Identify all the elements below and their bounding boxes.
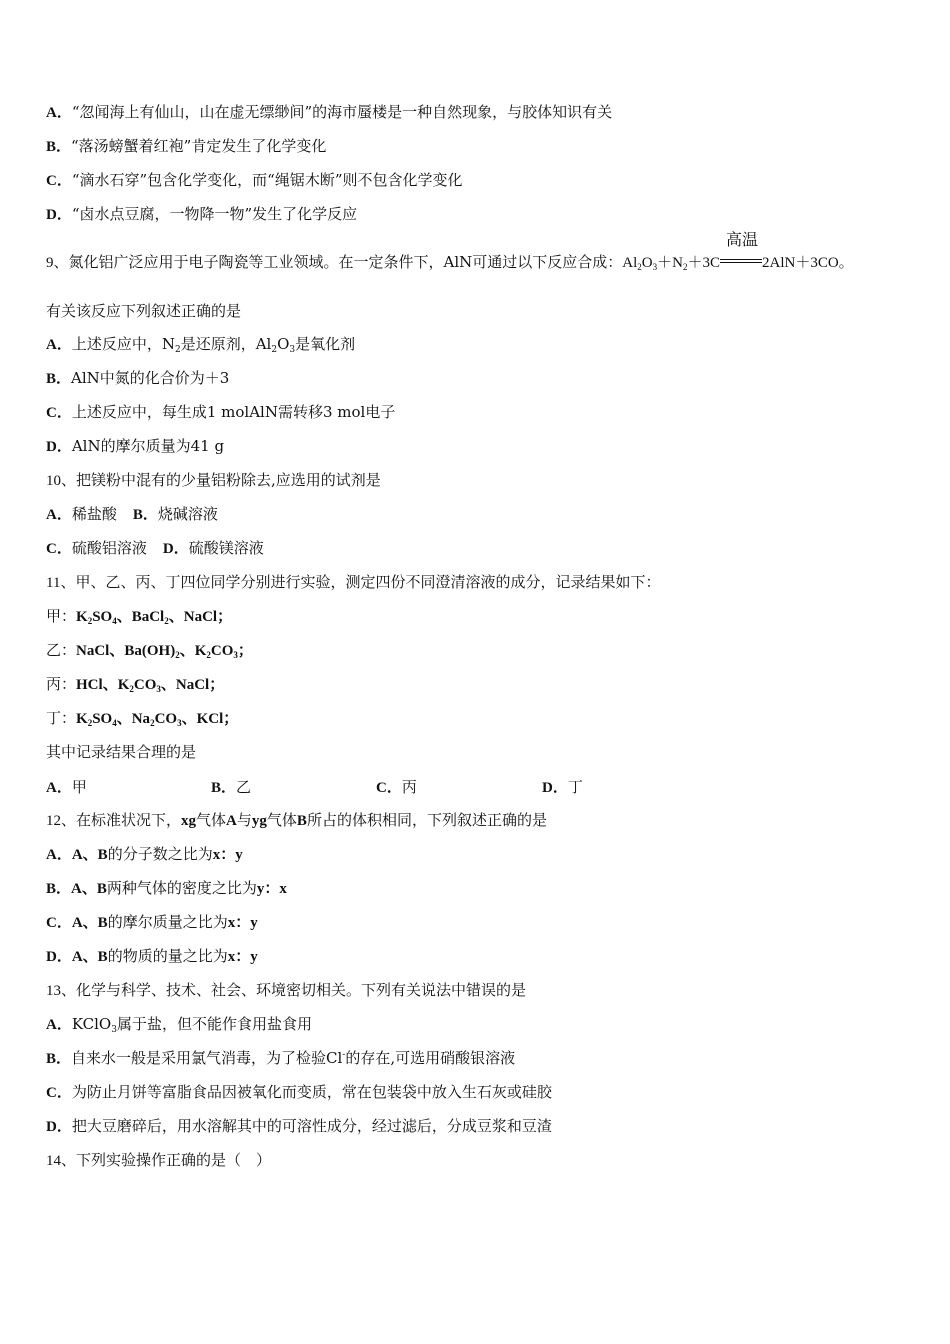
option-label: D． — [542, 780, 568, 796]
q8-option-a — [46, 102, 612, 123]
equals-line — [720, 259, 762, 260]
option-label: B． — [132, 507, 158, 523]
option-label: D． — [46, 1119, 72, 1135]
option-label: B． — [46, 1051, 72, 1067]
q11-stem — [46, 572, 660, 593]
eq-part: ＋N — [657, 255, 683, 271]
option-text: “忽闻海上有仙山，山在虚无缥缈间”的海市蜃楼是一种自然现象，与胶体知识有关 — [71, 103, 613, 121]
option-text: “滴水石穿”包含化学变化，而“绳锯木断”则不包含化学变化 — [71, 171, 463, 189]
option-label: C． — [376, 780, 402, 796]
option-label: D． — [46, 207, 72, 223]
q11-record-jia — [46, 606, 232, 627]
option-label: D． — [162, 541, 189, 557]
question-number: 12、 — [46, 813, 77, 829]
option-label: C． — [46, 173, 72, 189]
question-number: 11、 — [46, 575, 76, 591]
option-text: “卤水点豆腐，一物降一物”发生了化学反应 — [71, 205, 358, 223]
option-text: 把大豆磨碎后，用水溶解其中的可溶性成分，经过滤后，分成豆浆和豆渣 — [71, 1117, 552, 1135]
option-text: 硫酸镁溶液 — [188, 539, 264, 557]
option-text: 烧碱溶液 — [157, 505, 218, 523]
q9-stem — [46, 232, 854, 273]
option-ratio: y：x — [256, 881, 287, 897]
option-text: 甲 — [71, 778, 87, 796]
option-label: A． — [46, 847, 72, 863]
option-label: A． — [46, 780, 72, 796]
option-label: B． — [46, 139, 72, 155]
option-sub: 3 — [111, 1025, 117, 1035]
q12-option-b — [46, 878, 287, 899]
option-text: “落汤螃蟹着红袍”肯定发生了化学变化 — [71, 137, 327, 155]
eq-part: Al — [622, 255, 638, 271]
question-number: 14、 — [46, 1153, 77, 1169]
option-var: A、B — [71, 915, 108, 931]
q11-option-d — [542, 776, 583, 797]
q9-option-d — [46, 436, 224, 457]
q8-option-c — [46, 170, 463, 191]
option-sup: - — [342, 1050, 346, 1060]
option-text: 自来水一般是采用氯气消毒，为了检验Cl — [71, 1049, 343, 1067]
option-text: 的分子数之比为 — [107, 845, 213, 863]
option-text: 乙 — [236, 778, 252, 796]
eq-sub: 2 — [637, 262, 642, 272]
record-formulas: NaCl、$Ba(OH)_2$、$K_2CO_3$； — [76, 643, 253, 660]
question-text: 氮化铝广泛应用于电子陶瓷等工业领域。在一定条件下，AlN可通过以下反应合成： — [68, 253, 623, 271]
record-label: 乙： — [46, 641, 77, 659]
reaction-condition: 高温 — [725, 232, 758, 249]
reaction-condition-arrow — [720, 232, 762, 273]
q9-option-b — [46, 368, 229, 389]
q10-stem — [46, 470, 381, 491]
option-text: 为防止月饼等富脂食品因被氧化而变质，常在包装袋中放入生石灰或硅胶 — [71, 1083, 552, 1101]
q11-option-c — [376, 776, 417, 797]
option-var: A、B — [71, 847, 108, 863]
question-number: 9、 — [46, 255, 69, 271]
option-text: AlN中氮的化合价为＋3 — [71, 369, 230, 387]
q12-option-a — [46, 844, 243, 865]
option-var: A、B — [71, 881, 107, 897]
variable: B — [296, 813, 307, 829]
eq-part: O — [641, 255, 653, 271]
option-ratio: x：y — [212, 847, 243, 863]
record-formulas: $K_2SO_4$、BaCl$_2$、NaCl； — [76, 609, 233, 626]
record-formulas: HCl、$K_2CO_3$、NaCl； — [76, 677, 225, 694]
option-label: B． — [46, 371, 72, 387]
option-label: C． — [46, 541, 72, 557]
q12-option-c — [46, 912, 258, 933]
option-text: 丁 — [567, 778, 583, 796]
option-label: C． — [46, 915, 72, 931]
q13-option-b — [46, 1048, 515, 1069]
variable: A — [226, 813, 237, 829]
option-label: D． — [46, 949, 72, 965]
q8-option-b — [46, 136, 326, 157]
option-label: C． — [46, 1085, 72, 1101]
option-label: A． — [46, 105, 72, 121]
option-text: AlN的摩尔质量为41 g — [71, 437, 225, 455]
q11-prompt — [46, 742, 196, 762]
q10-options-row-2 — [46, 538, 264, 559]
q9-option-a — [46, 334, 355, 355]
q12-stem — [46, 810, 547, 831]
question-text: 气体 — [266, 811, 297, 829]
option-text: O — [277, 335, 290, 353]
q8-option-d — [46, 204, 357, 225]
option-sub: 2 — [271, 345, 278, 355]
chemical-equation — [622, 232, 854, 272]
equals-line — [720, 262, 762, 263]
q14-stem — [46, 1150, 271, 1171]
option-ratio: x：y — [227, 949, 258, 965]
record-label: 丁： — [46, 709, 77, 727]
q13-option-d — [46, 1116, 552, 1137]
record-label: 甲： — [46, 607, 77, 625]
option-label: B． — [211, 780, 237, 796]
option-var: A、B — [71, 949, 108, 965]
option-text: 的摩尔质量之比为 — [107, 913, 228, 931]
option-text: 上述反应中，N — [71, 335, 175, 353]
option-text: 是氧化剂 — [295, 335, 356, 353]
option-text: 的存在,可选用硝酸银溶液 — [345, 1049, 516, 1067]
eq-part: ＋3C — [687, 255, 720, 271]
eq-sub: 3 — [652, 262, 658, 272]
option-sub: 2 — [174, 345, 181, 355]
q10-options-row-1 — [46, 504, 218, 525]
option-text: 属于盐，但不能作食用盐食用 — [116, 1015, 312, 1033]
option-label: C． — [46, 405, 72, 421]
option-label: A． — [46, 507, 72, 523]
option-text: KClO — [71, 1015, 112, 1033]
option-text: 的物质的量之比为 — [107, 947, 228, 965]
q9-option-c — [46, 402, 395, 423]
question-text: 把镁粉中混有的少量铝粉除去,应选用的试剂是 — [76, 471, 381, 489]
option-sub: 3 — [289, 345, 296, 355]
q11-option-b — [211, 776, 251, 797]
option-label: B． — [46, 881, 72, 897]
option-ratio: x：y — [227, 915, 258, 931]
question-text: 气体 — [196, 811, 227, 829]
option-label: D． — [46, 439, 72, 455]
option-label: A． — [46, 1017, 72, 1033]
question-text: 下列实验操作正确的是（ ） — [76, 1151, 272, 1169]
record-formulas: $K_2SO_4$、$Na_2CO_3$、KCl； — [76, 711, 239, 728]
variable: xg — [181, 813, 197, 829]
eq-part: 2AlN＋3CO。 — [761, 255, 854, 271]
question-prompt: 其中记录结果合理的是 — [46, 743, 197, 761]
option-label: A． — [46, 337, 72, 353]
q9-prompt — [46, 301, 241, 321]
question-number: 13、 — [46, 983, 77, 999]
question-text: 与 — [236, 811, 252, 829]
q13-stem — [46, 980, 526, 1001]
option-text: 硫酸铝溶液 — [71, 539, 147, 557]
question-prompt: 有关该反应下列叙述正确的是 — [46, 302, 242, 320]
q11-option-a — [46, 776, 87, 797]
option-text: 稀盐酸 — [71, 505, 117, 523]
question-number: 10、 — [46, 473, 77, 489]
option-text: 是还原剂，Al — [180, 335, 272, 353]
q13-option-a — [46, 1014, 312, 1035]
option-text: 两种气体的密度之比为 — [106, 879, 257, 897]
variable: yg — [251, 813, 267, 829]
question-text: 在标准状况下， — [76, 811, 182, 829]
option-text: 上述反应中，每生成1 molAlN需转移3 mol电子 — [71, 403, 396, 421]
record-label: 丙： — [46, 675, 77, 693]
q11-record-ding — [46, 708, 238, 729]
option-text: 丙 — [401, 778, 417, 796]
q13-option-c — [46, 1082, 552, 1103]
q11-record-bing — [46, 674, 224, 695]
question-text: 化学与科学、技术、社会、环境密切相关。下列有关说法中错误的是 — [76, 981, 527, 999]
q12-option-d — [46, 946, 258, 967]
eq-sub: 2 — [682, 262, 688, 272]
question-text: 所占的体积相同，下列叙述正确的是 — [306, 811, 547, 829]
q11-record-yi — [46, 640, 253, 661]
question-text: 甲、乙、丙、丁四位同学分别进行实验，测定四份不同澄清溶液的成分，记录结果如下： — [75, 573, 661, 591]
